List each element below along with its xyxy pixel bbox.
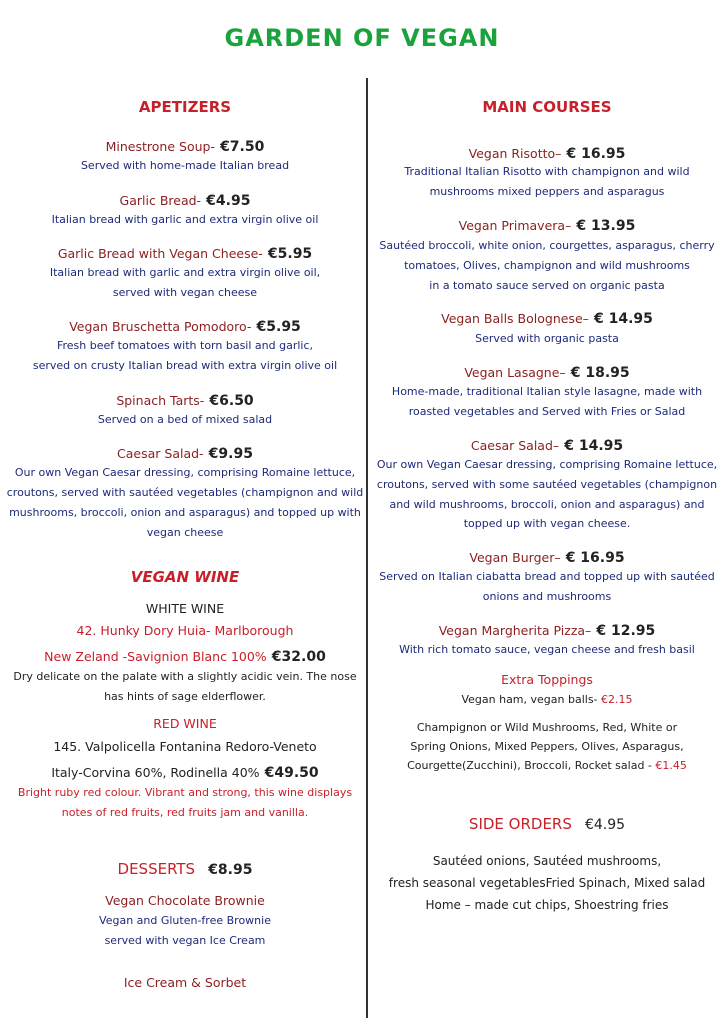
- dessert-description: served with vegan Ice Cream: [104, 934, 266, 947]
- item-description: vegan cheese: [146, 526, 224, 539]
- wine-description: notes of red fruits, red fruits jam and vanilla.: [61, 806, 309, 819]
- item-price: € 13.95: [576, 218, 636, 234]
- item-price: €5.95: [267, 246, 313, 262]
- item-description: Italian bread with garlic and extra virgin olive oil,: [49, 266, 321, 279]
- menu-item-title: [372, 308, 722, 327]
- menu-item-title: [372, 435, 722, 454]
- item-description: Sautéed broccoli, white onion, courgettes, asparagus, cherry: [379, 239, 715, 252]
- item-price: €7.50: [220, 139, 265, 155]
- item-name: Garlic Bread-: [119, 193, 202, 208]
- wine-price: €32.00: [271, 649, 326, 665]
- menu-title: GARDEN OF VEGAN: [224, 24, 500, 52]
- dessert-description: Vegan and Gluten-free Brownie: [99, 914, 271, 927]
- item-price: € 16.95: [565, 550, 625, 566]
- wine-origin-text: New Zeland -Savignion Blanc 100%: [44, 649, 267, 664]
- item-description: Served on Italian ciabatta bread and topped up with sautéed: [379, 570, 715, 583]
- wine-description: has hints of sage elderflower.: [104, 690, 266, 703]
- item-name: Spinach Tarts-: [116, 393, 205, 408]
- extra-topping-line: [372, 690, 722, 710]
- desserts-heading-text: DESSERTS: [117, 860, 196, 878]
- item-description: Traditional Italian Risotto with champignon and wild: [404, 165, 690, 178]
- item-price: € 14.95: [593, 311, 653, 327]
- dessert-name: Vegan Chocolate Brownie: [105, 893, 265, 908]
- item-name: Garlic Bread with Vegan Cheese-: [57, 246, 263, 261]
- extra-toppings-heading: Extra Toppings: [501, 672, 593, 687]
- item-description: croutons, served with sautéed vegetables (champignon and wild: [6, 486, 364, 499]
- item-name: Vegan Primavera–: [458, 218, 572, 233]
- item-description: With rich tomato sauce, vegan cheese and fresh basil: [399, 643, 695, 656]
- menu-item-title: [6, 390, 364, 409]
- wine-heading: VEGAN WINE: [130, 568, 240, 586]
- item-price: €4.95: [206, 193, 251, 209]
- extra-topping-price: €1.45: [655, 759, 687, 772]
- item-name: Vegan Lasagne–: [464, 365, 566, 380]
- item-description: Served with home-made Italian bread: [80, 159, 290, 172]
- menu-item-title: [6, 136, 364, 155]
- white-wine-origin: [6, 646, 364, 665]
- item-description: Home-made, traditional Italian style lasagne, made with: [391, 385, 703, 398]
- desserts-price: €8.95: [208, 862, 253, 878]
- wine-price: €49.50: [264, 765, 319, 781]
- desserts-heading: [6, 859, 364, 878]
- item-price: €6.50: [209, 393, 254, 409]
- item-description: served with vegan cheese: [112, 286, 258, 299]
- item-description: croutons, served with some sautéed vegetables (champignon: [376, 478, 718, 491]
- extra-topping-line: [372, 756, 722, 776]
- extra-topping-line: Spring Onions, Mixed Peppers, Olives, Asparagus,: [410, 740, 684, 753]
- item-price: € 14.95: [564, 438, 624, 454]
- side-order-line: Home – made cut chips, Shoestring fries: [425, 898, 669, 912]
- extra-topping-line: Champignon or Wild Mushrooms, Red, White or: [416, 721, 678, 734]
- item-description: Served with organic pasta: [475, 332, 619, 345]
- item-description: mushrooms mixed peppers and asparagus: [429, 185, 665, 198]
- extra-topping-text: Vegan ham, vegan balls-: [461, 693, 598, 706]
- white-wine-name: 42. Hunky Dory Huia- Marlborough: [76, 623, 294, 638]
- red-wine-origin: [6, 762, 364, 781]
- item-name: Vegan Burger–: [469, 550, 561, 565]
- item-price: €9.95: [208, 446, 253, 462]
- side-order-line: fresh seasonal vegetablesFried Spinach, Mixed salad: [388, 876, 706, 890]
- item-description: roasted vegetables and Served with Fries or Salad: [408, 405, 686, 418]
- item-description: Served on a bed of mixed salad: [97, 413, 273, 426]
- item-name: Caesar Salad–: [470, 438, 560, 453]
- menu-item-title: [372, 620, 722, 639]
- item-name: Vegan Bruschetta Pomodoro-: [69, 319, 252, 334]
- menu-item-title: [6, 443, 364, 462]
- item-description: Our own Vegan Caesar dressing, comprising Romaine lettuce,: [376, 458, 718, 471]
- item-description: onions and mushrooms: [482, 590, 612, 603]
- item-description: Italian bread with garlic and extra virgin olive oil: [51, 213, 319, 226]
- item-description: mushrooms, broccoli, onion and asparagus) and topped up with: [9, 506, 361, 519]
- item-name: Vegan Balls Bolognese–: [441, 311, 589, 326]
- item-name: Vegan Risotto–: [468, 146, 562, 161]
- menu-item-title: [372, 362, 722, 381]
- extra-topping-price: €2.15: [601, 693, 633, 706]
- item-price: € 16.95: [566, 146, 626, 162]
- white-wine-label: WHITE WINE: [145, 601, 225, 616]
- item-price: €5.95: [256, 319, 301, 335]
- item-description: in a tomato sauce served on organic pasta: [429, 279, 665, 292]
- red-wine-name: 145. Valpolicella Fontanina Redoro-Veneto: [53, 739, 317, 754]
- extra-topping-text: Courgette(Zucchini), Broccoli, Rocket salad -: [407, 759, 652, 772]
- item-name: Caesar Salad-: [117, 446, 204, 461]
- item-price: € 12.95: [596, 623, 656, 639]
- red-wine-label: RED WINE: [153, 716, 217, 731]
- menu-item-title: [372, 547, 722, 566]
- wine-description: Bright ruby red colour. Vibrant and strong, this wine displays: [17, 786, 353, 799]
- side-orders-price: €4.95: [584, 817, 626, 833]
- item-name: Vegan Margherita Pizza–: [438, 623, 592, 638]
- side-order-line: Sautéed onions, Sautéed mushrooms,: [432, 854, 662, 868]
- wine-description: Dry delicate on the palate with a slightly acidic vein. The nose: [13, 670, 357, 683]
- menu-item-title: [372, 143, 722, 162]
- side-orders-heading: [372, 814, 722, 833]
- side-orders-heading-text: SIDE ORDERS: [468, 815, 572, 833]
- item-name: Minestrone Soup-: [105, 139, 215, 154]
- column-divider: [366, 78, 368, 1018]
- item-price: € 18.95: [570, 365, 630, 381]
- menu-item-title: [6, 243, 364, 262]
- item-description: topped up with vegan cheese.: [463, 517, 631, 530]
- item-description: Our own Vegan Caesar dressing, comprising Romaine lettuce,: [14, 466, 356, 479]
- menu-item-title: [372, 215, 722, 234]
- ice-cream-item: Ice Cream & Sorbet: [123, 975, 247, 990]
- menu-item-title: [6, 316, 364, 335]
- wine-origin-text: Italy-Corvina 60%, Rodinella 40%: [51, 765, 260, 780]
- appetizers-heading: APETIZERS: [138, 98, 232, 116]
- item-description: and wild mushrooms, broccoli, onion and asparagus) and: [389, 498, 705, 511]
- main-courses-heading: MAIN COURSES: [482, 98, 612, 116]
- item-description: Fresh beef tomatoes with torn basil and garlic,: [56, 339, 314, 352]
- menu-item-title: [6, 190, 364, 209]
- item-description: tomatoes, Olives, champignon and wild mushrooms: [404, 259, 690, 272]
- item-description: served on crusty Italian bread with extra virgin olive oil: [32, 359, 338, 372]
